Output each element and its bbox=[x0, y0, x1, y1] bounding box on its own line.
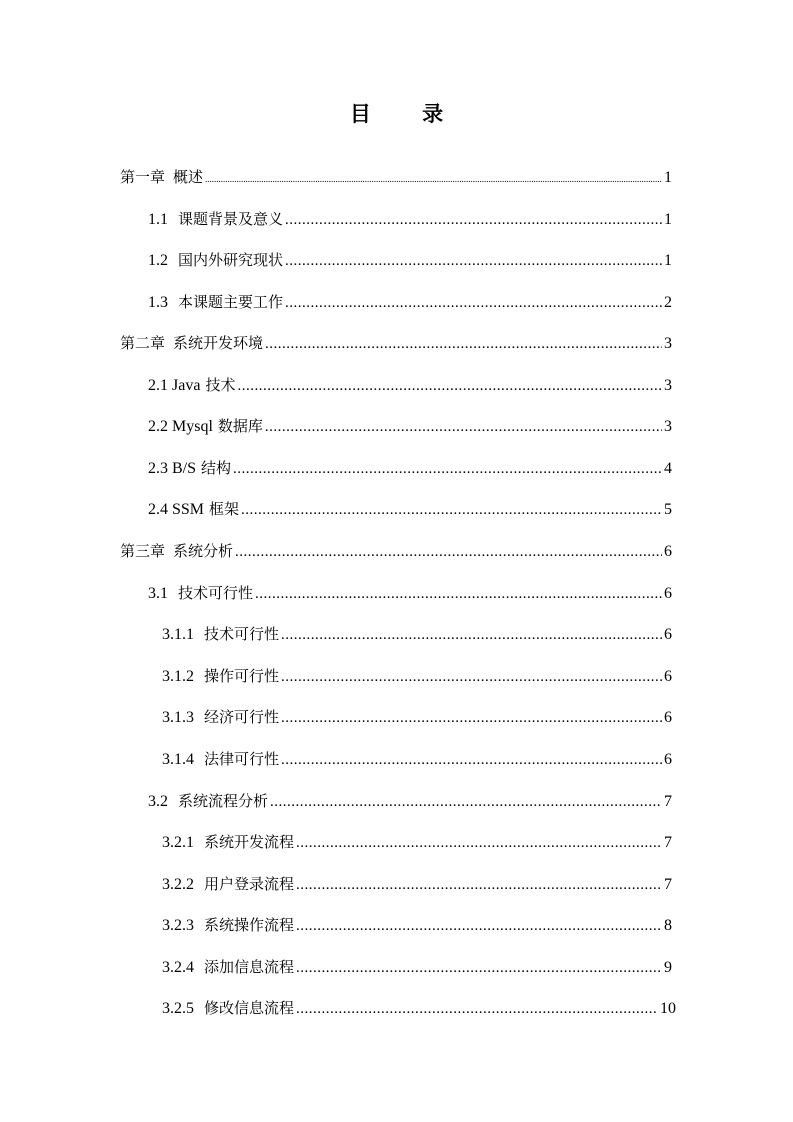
toc-entry-number: 第三章 bbox=[120, 542, 166, 560]
toc-entry[interactable] bbox=[162, 663, 672, 689]
toc-entry-number: 3.1 bbox=[148, 585, 168, 602]
toc-leader-dots bbox=[296, 872, 662, 898]
toc-entry-page: 3 bbox=[664, 335, 672, 352]
toc-entry-label: 数据库 bbox=[217, 417, 263, 435]
toc-entry-number: 2.3 B/S bbox=[148, 460, 197, 477]
toc-entry-label: 结构 bbox=[201, 459, 232, 477]
toc-leader-dots bbox=[296, 955, 662, 981]
toc-leader-dots bbox=[281, 705, 662, 731]
toc-entry-page: 8 bbox=[664, 917, 672, 934]
toc-entry-page: 3 bbox=[664, 418, 672, 435]
toc-leader-dots bbox=[237, 373, 662, 399]
toc-entry-page: 6 bbox=[664, 668, 672, 685]
toc-entry-page: 1 bbox=[664, 211, 672, 228]
toc-leader-dots bbox=[265, 414, 662, 440]
toc-entry[interactable] bbox=[162, 704, 672, 730]
toc-title: 目 录 bbox=[349, 102, 466, 126]
toc-entry-number: 2.2 Mysql bbox=[148, 418, 213, 435]
toc-entry[interactable] bbox=[162, 871, 672, 897]
toc-leader-dots bbox=[296, 996, 658, 1022]
toc-entry-label: 概述 bbox=[173, 168, 204, 186]
toc-entry-number: 3.2.2 bbox=[162, 876, 194, 893]
toc-entry-page: 4 bbox=[664, 460, 672, 477]
toc-entry-label: 技术可行性 bbox=[204, 625, 280, 643]
toc-entry-label: 课题背景及意义 bbox=[178, 210, 284, 228]
toc-entry-label: 修改信息流程 bbox=[204, 999, 295, 1017]
toc-entry-page: 1 bbox=[664, 169, 672, 186]
toc-entry-label: 系统分析 bbox=[173, 542, 234, 560]
toc-entry-page: 1 bbox=[664, 252, 672, 269]
toc-entry[interactable] bbox=[148, 788, 672, 814]
toc-leader-dots bbox=[285, 290, 662, 316]
toc-entry-label: 系统流程分析 bbox=[178, 792, 269, 810]
toc-entry-page: 7 bbox=[664, 793, 672, 810]
toc-entry[interactable] bbox=[162, 954, 672, 980]
toc-leader-dots bbox=[255, 581, 662, 607]
toc-leader-dots bbox=[241, 497, 662, 523]
toc-entry-label: 法律可行性 bbox=[204, 750, 280, 768]
toc-entry[interactable] bbox=[120, 330, 672, 356]
toc-entry[interactable] bbox=[162, 829, 672, 855]
toc-entry[interactable] bbox=[148, 289, 672, 315]
toc-entry-label: 添加信息流程 bbox=[204, 958, 295, 976]
toc-entry-number: 第二章 bbox=[120, 334, 166, 352]
toc-leader-dots bbox=[270, 789, 662, 815]
toc-entry-number: 2.1 Java bbox=[148, 377, 201, 394]
toc-entry-page: 6 bbox=[664, 626, 672, 643]
toc-entry-page: 3 bbox=[664, 377, 672, 394]
toc-entry[interactable] bbox=[162, 621, 672, 647]
toc-entry-page: 6 bbox=[664, 751, 672, 768]
toc-entry-number: 3.1.4 bbox=[162, 751, 194, 768]
toc-entry-number: 3.1.3 bbox=[162, 709, 194, 726]
toc-entry-label: 操作可行性 bbox=[204, 667, 280, 685]
toc-entry-number: 3.2.3 bbox=[162, 917, 194, 934]
toc-entry-label: 技术 bbox=[205, 376, 236, 394]
toc-entry-label: 系统操作流程 bbox=[204, 916, 295, 934]
toc-entry[interactable] bbox=[148, 496, 672, 522]
toc-entry[interactable] bbox=[148, 413, 672, 439]
toc-leader-dots bbox=[235, 539, 662, 565]
toc-leader-dots bbox=[281, 622, 662, 648]
toc-leader-dots bbox=[233, 456, 662, 482]
toc-entry-page: 5 bbox=[664, 501, 672, 518]
toc-leader-dots bbox=[285, 248, 662, 274]
toc-entry-number: 1.3 bbox=[148, 294, 168, 311]
toc-entry-page: 7 bbox=[664, 834, 672, 851]
toc-entry[interactable] bbox=[148, 580, 672, 606]
toc-entry-page: 6 bbox=[664, 709, 672, 726]
toc-entry-number: 3.1.1 bbox=[162, 626, 194, 643]
toc-entry-label: 技术可行性 bbox=[178, 584, 254, 602]
toc-entry-label: 系统开发环境 bbox=[173, 334, 264, 352]
toc-entry-label: 系统开发流程 bbox=[204, 833, 295, 851]
toc-entry[interactable] bbox=[120, 538, 672, 564]
toc-entry[interactable] bbox=[148, 372, 672, 398]
toc-entry[interactable] bbox=[148, 206, 672, 232]
toc-entry-number: 1.2 bbox=[148, 252, 168, 269]
toc-leader-dots bbox=[281, 664, 662, 690]
toc-entry-label: 经济可行性 bbox=[204, 708, 280, 726]
toc-entry[interactable] bbox=[148, 247, 672, 273]
toc-entry-number: 3.2 bbox=[148, 793, 168, 810]
toc-entry-page: 6 bbox=[664, 543, 672, 560]
toc-entry-label: 用户登录流程 bbox=[204, 875, 295, 893]
toc-leader-dots bbox=[296, 913, 662, 939]
toc-entry-page: 10 bbox=[660, 1000, 676, 1017]
toc-entry-number: 3.2.4 bbox=[162, 959, 194, 976]
toc-entry-number: 1.1 bbox=[148, 211, 168, 228]
toc-entry-page: 6 bbox=[664, 585, 672, 602]
toc-entry[interactable] bbox=[162, 995, 676, 1021]
toc-entry-number: 2.4 SSM bbox=[148, 501, 205, 518]
toc-entry-label: 框架 bbox=[209, 500, 240, 518]
toc-entry[interactable] bbox=[162, 912, 672, 938]
toc-leader-dots bbox=[281, 747, 662, 773]
toc-entry[interactable] bbox=[120, 164, 672, 190]
toc-leader-dots bbox=[296, 830, 662, 856]
toc-entry-label: 本课题主要工作 bbox=[178, 293, 284, 311]
toc-entry[interactable] bbox=[162, 746, 672, 772]
toc-entry[interactable] bbox=[148, 455, 672, 481]
toc-leader-dots bbox=[205, 166, 662, 192]
toc-entry-number: 3.2.5 bbox=[162, 1000, 194, 1017]
toc-entry-number: 3.2.1 bbox=[162, 834, 194, 851]
toc-entry-page: 2 bbox=[664, 294, 672, 311]
toc-leader-dots bbox=[285, 207, 662, 233]
toc-entry-page: 9 bbox=[664, 959, 672, 976]
toc-leader-dots bbox=[265, 331, 662, 357]
toc-entry-number: 第一章 bbox=[120, 168, 166, 186]
toc-entry-page: 7 bbox=[664, 876, 672, 893]
toc-entry-label: 国内外研究现状 bbox=[178, 251, 284, 269]
toc-entry-number: 3.1.2 bbox=[162, 668, 194, 685]
